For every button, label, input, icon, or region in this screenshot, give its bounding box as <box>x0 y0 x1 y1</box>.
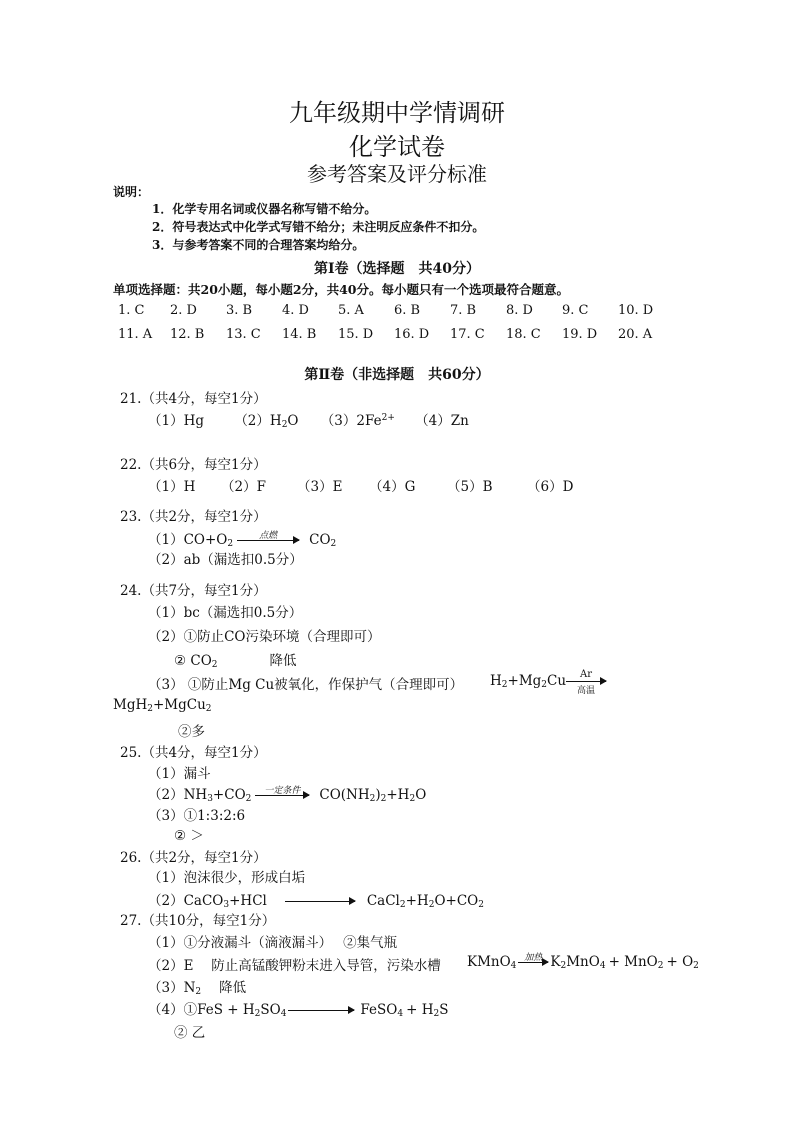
mc-answer: 4. D <box>282 303 309 318</box>
q27-a3: $(3)N_2$ 降低 <box>148 980 247 997</box>
mc-answer: 11. A <box>118 327 153 342</box>
mc-answer: 14. B <box>282 327 317 342</box>
title-grade: 九年级期中学情调研 <box>289 99 505 127</box>
mc-answer: 5. A <box>338 303 364 318</box>
q25-a1: （1）漏斗 <box>148 766 211 782</box>
q23-a1: $(1)CO+O_2$ 点燃 $CO_2$ <box>148 531 337 549</box>
mc-answer: 10. D <box>618 303 654 318</box>
q27-head: 27.（共10分，每空1分） <box>120 913 276 929</box>
q22-answers <box>148 475 573 495</box>
mc-answer: 2. D <box>170 303 197 318</box>
mc-answer: 16. D <box>394 327 430 342</box>
note-item-1: 1．化学专用名词或仪器名称写错不给分。 <box>152 202 377 216</box>
q21-answers <box>148 409 469 430</box>
reaction-arrow: Ar 高温 <box>566 681 606 682</box>
note-item-2: 2．符号表达式中化学式写错不给分；未注明反应条件不扣分。 <box>152 220 485 234</box>
q26-a2: （2）CaCO$_3$+HCl $CaCl_2+H_2O+CO_2$ <box>148 893 484 910</box>
q22-a5: （5）B <box>447 479 493 495</box>
reaction-arrow <box>285 901 355 902</box>
reaction-arrow: 一定条件 <box>255 795 309 796</box>
q24-a3c: ②多 <box>178 724 205 740</box>
mc-answer: 9. C <box>562 303 589 318</box>
q25-a3b: ② ＞ <box>174 828 204 844</box>
q22-a3: （3）E <box>297 479 343 495</box>
mc-answer: 1. C <box>118 303 145 318</box>
q27-a2: （2）E 防止高锰酸钾粉末进入导管，污染水槽 <box>148 958 441 974</box>
q27-a4: （4）①FeS + $H_2SO_4$ FeSO$_4$ + $H_2S$ <box>148 1002 449 1019</box>
q24-head: 24.（共7分，每空1分） <box>120 583 267 599</box>
mc-answer: 17. C <box>450 327 485 342</box>
q25-a2: $(2)NH_3+CO_2$ 一定条件 $CO(NH_2)_2+H_2O$ <box>148 786 427 804</box>
q22-a6: （6）D <box>527 479 574 495</box>
q24-a3-equation: $H_2+Mg_2Cu$ Ar 高温 <box>490 673 610 690</box>
mc-answer: 19. D <box>562 327 598 342</box>
notes-label: 说明： <box>113 185 150 199</box>
q23-a2: （2）ab（漏选扣0.5分） <box>148 552 303 568</box>
q25-head: 25.（共4分，每空1分） <box>120 745 267 761</box>
q22-a2: （2）F <box>221 479 266 495</box>
part2-heading: 第Ⅱ卷（非选择题 共60分） <box>304 367 490 383</box>
q23-head: 23.（共2分，每空1分） <box>120 509 267 525</box>
q24-a3-product: MgH$_2$+MgCu$_2$ <box>113 697 212 714</box>
reaction-arrow: 点燃 <box>237 540 299 541</box>
q24-a1: （1）bc（漏选扣0.5分） <box>148 605 303 621</box>
title-subject: 化学试卷 <box>349 133 445 161</box>
q27-a1: （1）①分液漏斗（滴液漏斗） ②集气瓶 <box>148 935 398 951</box>
q27-a4b: ② 乙 <box>174 1025 206 1041</box>
mc-answer: 20. A <box>618 327 653 342</box>
note-item-3: 3．与参考答案不同的合理答案均给分。 <box>152 238 365 252</box>
q21-head: 21.（共4分，每空1分） <box>120 391 267 407</box>
mc-answer: 18. C <box>506 327 541 342</box>
mc-answer: 13. C <box>226 327 261 342</box>
reaction-arrow: 加热 <box>518 962 548 963</box>
q24-a2b: ② $CO_2$ 降低 <box>174 653 297 670</box>
reaction-arrow <box>288 1010 354 1011</box>
title-answer-key: 参考答案及评分标准 <box>307 162 487 186</box>
mc-answer: 3. B <box>226 303 253 318</box>
mc-answer: 6. B <box>394 303 421 318</box>
q27-a2-equation: KMnO$_4$ 加热 $K_2MnO_4 + MnO_2 + O_2$ <box>467 953 699 971</box>
mc-answer: 8. D <box>506 303 533 318</box>
q26-a1: （1）泡沫很少，形成白垢 <box>148 870 306 886</box>
q22-a1: （1）H <box>148 479 196 495</box>
q25-a3: （3）①1:3:2:6 <box>148 808 246 824</box>
q21-a3: $(3)2Fe^{2+}$ <box>320 413 395 429</box>
q26-head: 26.（共2分，每空1分） <box>120 850 267 866</box>
q21-a4: （4）Zn <box>415 413 469 429</box>
q24-a3: （3） ①防止Mg Cu被氧化，作保护气（合理即可） <box>148 677 464 693</box>
mc-answer: 12. B <box>170 327 205 342</box>
q21-a2: $(2)H_2O$ <box>234 413 299 430</box>
mc-answer: 7. B <box>450 303 477 318</box>
q21-a1: （1）Hg <box>148 413 205 429</box>
q22-a4: （4）G <box>369 479 416 495</box>
part1-heading: 第Ⅰ卷（选择题 共40分） <box>313 261 481 277</box>
mc-answer: 15. D <box>338 327 374 342</box>
part1-intro: 单项选择题：共20小题，每小题2分，共40分。每小题只有一个选项最符合题意。 <box>113 282 569 297</box>
q22-head: 22.（共6分，每空1分） <box>120 457 267 473</box>
q24-a2: （2）①防止CO污染环境（合理即可） <box>148 629 381 645</box>
